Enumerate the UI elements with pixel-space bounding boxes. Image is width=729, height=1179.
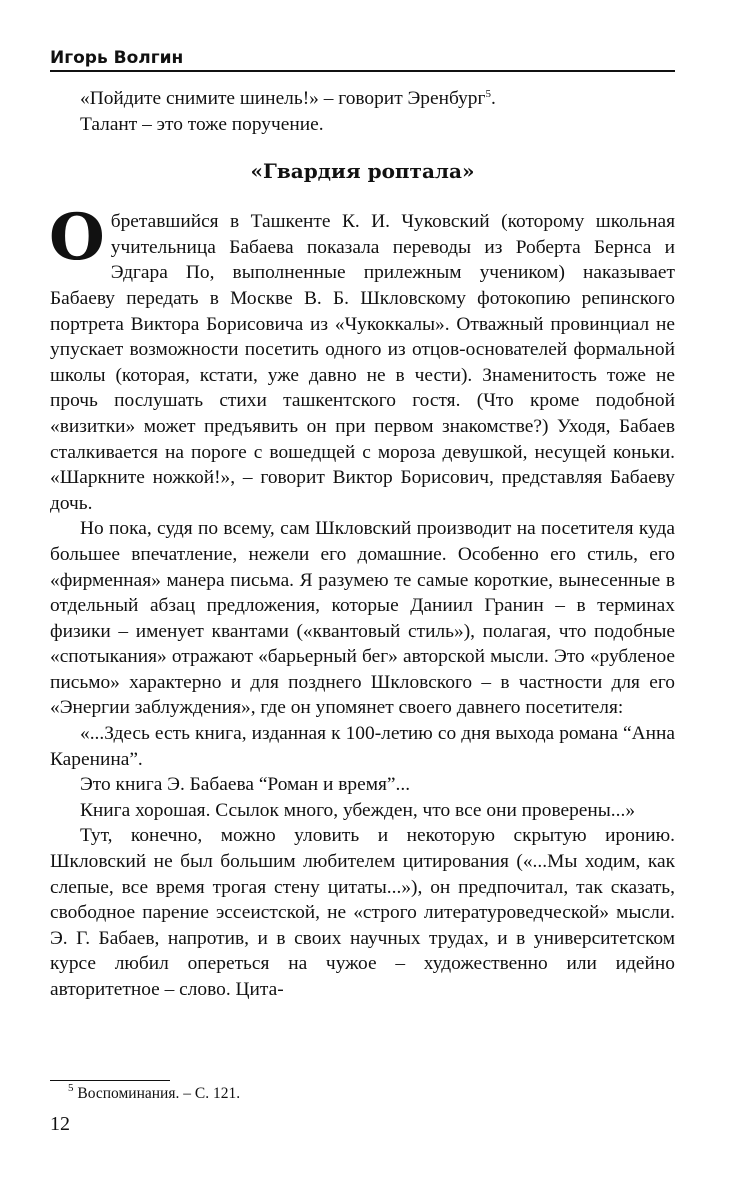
quote-paragraph-3: Книга хорошая. Ссылок много, убежден, что все они проверены...» [80, 799, 636, 821]
paragraph-1 [49, 200, 675, 516]
footnote-ref: 5 [485, 88, 491, 100]
footnote-divider [50, 1080, 170, 1081]
footnote-number: 5 [68, 1082, 74, 1094]
paragraph-3: Тут, конечно, можно уловить и некоторую скрытую иронию. Шкловский не был большим любителем цитирования («...Мы ходим, как слепые, все время трогая стену цитаты...»), он предпочитал, так сказать, свободное парение эссеистской, не «строго литературоведческой» мысли. Э. Г. Бабаев, напротив, и в своих научных трудах, и в университетском курсе любил опереться на чужое – художественно или идейно авторитетное – слово. Цита- [50, 825, 675, 1000]
section-title: «Гвардия роптала» [250, 159, 475, 184]
drop-cap: О [49, 200, 105, 276]
paragraph-1-text: бретавшийся в Ташкенте К. И. Чуковский (которому школьная учительница Бабаева показала переводы из Роберта Бернса и Эдгара По, выполненные прилежным учеником) наказывает Бабаеву передать в Москве В. Б. Шкловскому фотокопию репинского портрета Виктора Борисовича из «Чукоккалы». Отважный провинциал не упускает возможности посетить одного из отцов-основателей формальной школы (которая, кстати, уже давно не в чести). Знаменитость тоже не прочь послушать стихи ташкентского гостя. (Что кроме подобной «визитки» может предъявить он при первом знакомстве?) Уходя, Бабаев сталкивается на пороге с вошедщей с мороза девушкой, несущей коньки. «Шаркните ножкой!», – говорит Виктор Борисович, представляя Бабаеву дочь. [50, 211, 675, 514]
footnote [68, 1084, 240, 1104]
quote-paragraph-1: «...Здесь есть книга, изданная к 100-летию со дня выхода романа “Анна Каренина”. [50, 723, 675, 770]
epigram-line: Талант – это тоже поручение. [80, 113, 324, 135]
paragraph-2: Но пока, судя по всему, сам Шкловский производит на посетителя куда большее впечатление, нежели его домашние. Особенно его стиль, его «фирменная» манера письма. Я разумею те самые короткие, вынесенные в отдельный абзац предложения, которые Даниил Гранин – в терминах физики – именует квантами («квантовый стиль»), полагая, что подобные «спотыкания» отражают «барьерный бег» авторской мысли. Это «рубленое письмо» характерно и для позднего Шкловского – в частности для его «Энергии заблуждения», где он упомянет своего давнего посетителя: [50, 518, 675, 719]
page-body [50, 86, 675, 1003]
page-number: 12 [50, 1113, 70, 1135]
quote-text: «Пойдите снимите шинель!» – говорит Эренбург [80, 88, 486, 109]
quote-paragraph-2: Это книга Э. Бабаева “Роман и время”... [80, 774, 411, 796]
quote-period: . [490, 88, 496, 109]
footnote-text: Воспоминания. – С. 121. [77, 1085, 241, 1102]
quote-line [50, 86, 675, 112]
running-head-author: Игорь Волгин [50, 47, 675, 72]
